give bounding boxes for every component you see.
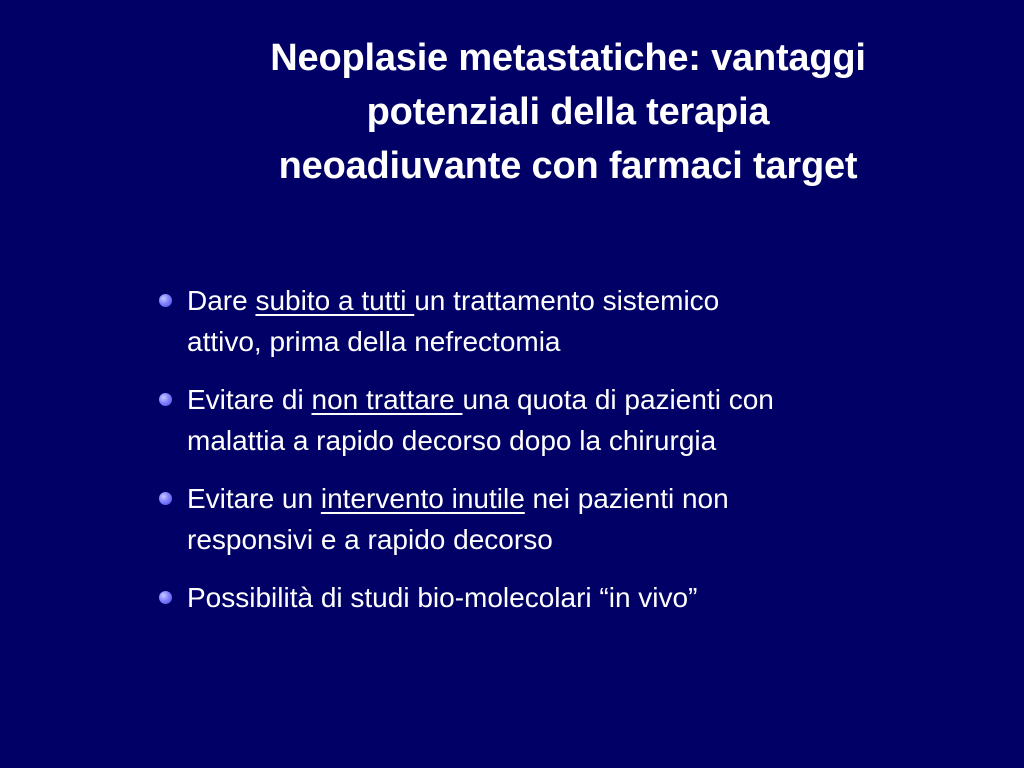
- bullet-1-text-post: un trattamento sistemico: [414, 285, 720, 316]
- bullet-1-text-pre: Dare: [187, 285, 256, 316]
- bullet-3-text-pre: Evitare un: [187, 483, 321, 514]
- bullet-3-underlined-text: intervento inutile: [320, 483, 525, 514]
- bullet-1-underlined-text: subito a tutti: [255, 285, 415, 316]
- bullet-item-4: [156, 577, 936, 618]
- title-line-2: potenziali della terapia: [366, 91, 770, 133]
- slide-title: [150, 31, 986, 193]
- bullet-1-line-2: attivo, prima della nefrectomia: [187, 326, 561, 357]
- bullet-dot-icon: [159, 492, 172, 505]
- bullet-dot-icon: [159, 294, 172, 307]
- bullet-3-text-post: nei pazienti non: [524, 483, 729, 514]
- bullet-3-line-2: responsivi e a rapido decorso: [187, 524, 553, 555]
- bullet-item-3: [156, 478, 936, 560]
- bullet-list: [156, 280, 936, 635]
- title-line-1: Neoplasie metastatiche: vantaggi: [270, 37, 866, 79]
- bullet-1-line-1: [187, 280, 936, 321]
- bullet-item-2: [156, 379, 936, 461]
- bullet-item-1: [156, 280, 936, 362]
- bullet-2-line-1: [187, 379, 936, 420]
- bullet-2-underlined-text: non trattare: [311, 384, 463, 415]
- title-line-3: neoadiuvante con farmaci target: [278, 145, 858, 187]
- bullet-2-text-post: una quota di pazienti con: [462, 384, 774, 415]
- bullet-2-text-pre: Evitare di: [187, 384, 312, 415]
- bullet-4-line-1: Possibilità di studi bio-molecolari “in vivo”: [187, 582, 698, 613]
- bullet-3-line-1: [187, 478, 936, 519]
- bullet-2-line-2: malattia a rapido decorso dopo la chirurgia: [187, 425, 717, 456]
- bullet-dot-icon: [159, 393, 172, 406]
- bullet-dot-icon: [159, 591, 172, 604]
